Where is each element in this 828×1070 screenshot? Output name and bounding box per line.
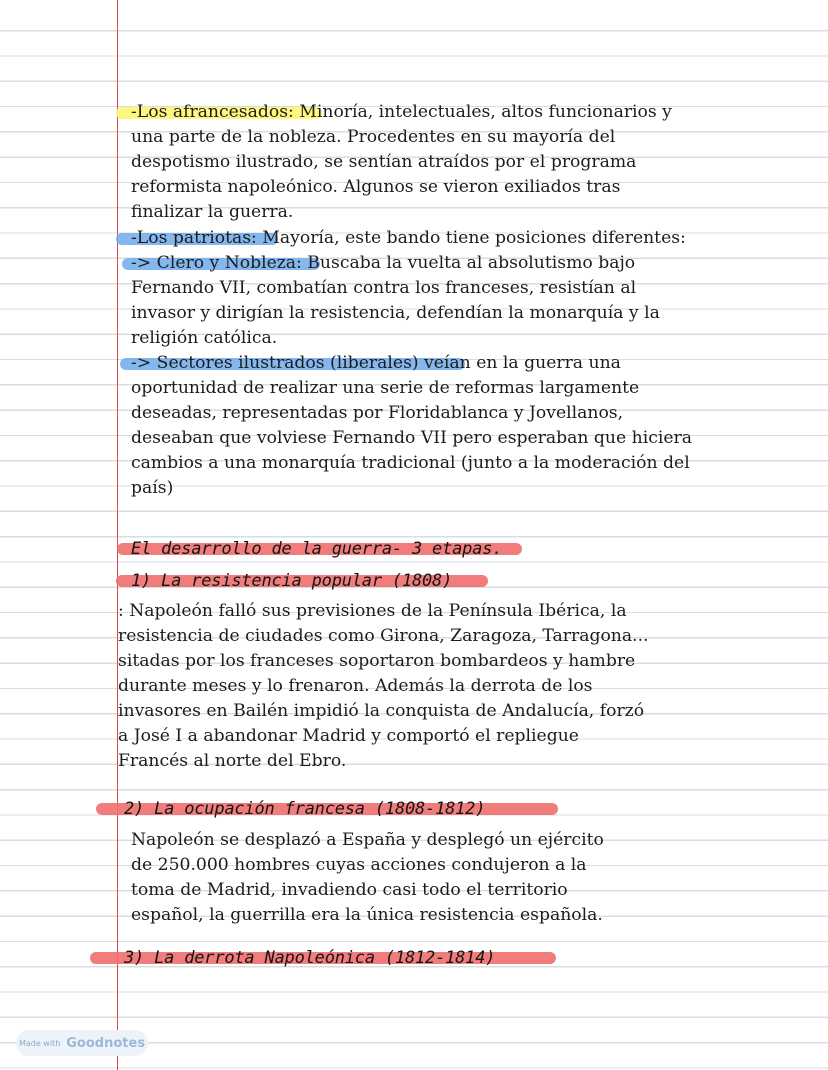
text-line: sitadas por los franceses soportaron bombardeos y hambre bbox=[118, 651, 636, 671]
text-line: resistencia de ciudades como Girona, Zaragoza, Tarragona... bbox=[118, 626, 649, 646]
text-line: país) bbox=[131, 478, 174, 498]
text-line: religión católica. bbox=[131, 328, 278, 348]
text-line: despotismo ilustrado, se sentían atraídos por el programa bbox=[131, 152, 637, 172]
text-line: : Napoleón falló sus previsiones de la Península Ibérica, la bbox=[118, 601, 627, 621]
text-line: a José I a abandonar Madrid y comportó el repliegue bbox=[118, 726, 579, 746]
text-line: durante meses y lo frenaron. Además la derrota de los bbox=[118, 676, 593, 696]
made-with-label: Made with bbox=[18, 1038, 61, 1048]
text-line: toma de Madrid, invadiendo casi todo el territorio bbox=[131, 880, 568, 900]
text-line: deseaban que volviese Fernando VII pero esperaban que hiciera bbox=[131, 428, 692, 448]
desarrollo-title: El desarrollo de la guerra- 3 etapas. bbox=[131, 539, 503, 559]
goodnotes-badge[interactable] bbox=[16, 1030, 148, 1056]
text-line: -Los patriotas: Mayoría, este bando tiene posiciones diferentes: bbox=[131, 228, 686, 248]
text-line: invasor y dirigían la resistencia, defendían la monarquía y la bbox=[131, 303, 660, 323]
text-line: -> Sectores ilustrados (liberales) veían en la guerra una bbox=[131, 353, 621, 373]
etapa2-heading: 2) La ocupación francesa (1808-1812) bbox=[124, 799, 486, 819]
goodnotes-logo: Goodnotes bbox=[66, 1035, 146, 1051]
text-line: español, la guerrilla era la única resistencia española. bbox=[131, 905, 603, 925]
text-line: reformista napoleónico. Algunos se vieron exiliados tras bbox=[131, 177, 621, 197]
etapa1-heading: 1) La resistencia popular (1808) bbox=[131, 571, 453, 591]
margin-rule bbox=[117, 0, 118, 1070]
text-line: deseadas, representadas por Floridablanca y Jovellanos, bbox=[131, 403, 624, 423]
text-line: -Los afrancesados: Minoría, intelectuales, altos funcionarios y bbox=[131, 102, 672, 122]
text-line: Fernando VII, combatían contra los franceses, resistían al bbox=[131, 278, 637, 298]
text-line: de 250.000 hombres cuyas acciones condujeron a la bbox=[131, 855, 587, 875]
text-line: Francés al norte del Ebro. bbox=[118, 751, 347, 771]
text-line: Napoleón se desplazó a España y desplegó un ejército bbox=[131, 830, 604, 850]
etapa3-heading: 3) La derrota Napoleónica (1812-1814) bbox=[124, 948, 496, 968]
text-line: -> Clero y Nobleza: Buscaba la vuelta al absolutismo bajo bbox=[131, 253, 636, 273]
text-line: finalizar la guerra. bbox=[131, 202, 294, 222]
text-line: invasores en Bailén impidió la conquista de Andalucía, forzó bbox=[118, 701, 645, 721]
text-line: oportunidad de realizar una serie de reformas largamente bbox=[131, 378, 640, 398]
text-line: cambios a una monarquía tradicional (junto a la moderación del bbox=[131, 453, 690, 473]
text-line: una parte de la nobleza. Procedentes en su mayoría del bbox=[131, 127, 616, 147]
